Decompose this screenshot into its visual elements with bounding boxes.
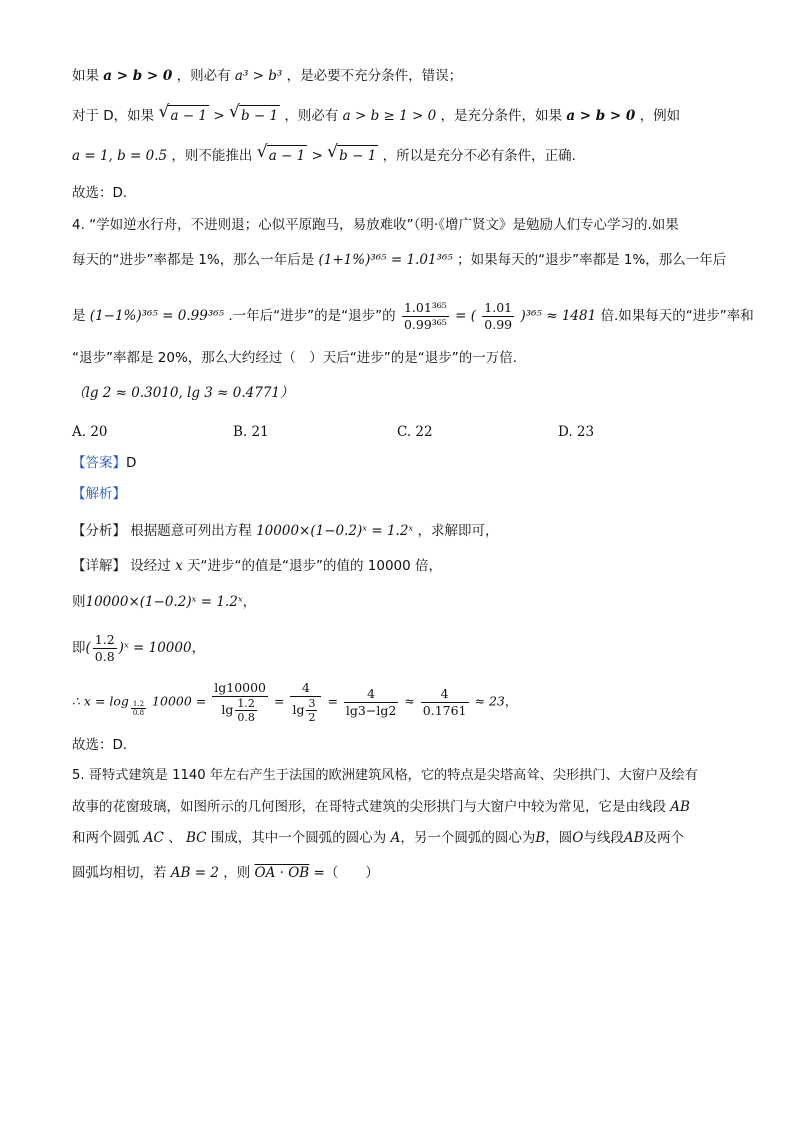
math-expr: ∴ x = log [72, 693, 129, 709]
text: 与线段 [583, 830, 624, 846]
text: .一年后“进步”的是“退步”的 [228, 308, 396, 324]
text: 和两个圆弧 [72, 830, 140, 846]
math-expr: a³ > b³ [234, 68, 283, 84]
text: 则 [72, 594, 86, 610]
math-var: O [572, 830, 584, 846]
analysis-tag: 【解析】 [72, 486, 126, 502]
radicand: b − 1 [337, 145, 378, 166]
text: ， [242, 594, 257, 610]
text: 设经过 [130, 558, 171, 574]
math-expr: )³⁶⁵ ≈ 1481 [520, 308, 597, 324]
math-var: B [535, 830, 546, 846]
text: lg [292, 702, 305, 717]
text: 5. 哥特式建筑是 1140 年左右产生于法国的欧洲建筑风格，它的特点是尖塔高耸、尖形拱门、大窗户及绘有 [72, 768, 698, 783]
math-expr: （lg 2 ≈ 0.3010, lg 3 ≈ 0.4771） [72, 385, 294, 401]
operator: > [213, 108, 225, 124]
question-4-line [72, 383, 294, 403]
text: 如果 [72, 68, 99, 84]
option-c: C. 22 [397, 424, 433, 440]
math-var: AB [623, 830, 644, 846]
denominator: 0.99 [484, 317, 513, 332]
ze-line [72, 592, 256, 612]
denominator: 0.1761 [422, 702, 467, 718]
log-base-fraction [131, 700, 146, 717]
sqrt-expr: √ a − 1 [158, 102, 208, 124]
text: ，则 [223, 865, 251, 881]
math-var: AC [143, 830, 164, 846]
text: ，则必有 [176, 68, 231, 84]
math-expr: (1+1%)³⁶⁵ = 1.01³⁶⁵ [318, 252, 453, 268]
text: 故选：D． [72, 737, 137, 753]
text-line [72, 66, 462, 86]
answer-value: D [126, 455, 137, 471]
fraction [306, 697, 317, 724]
text: ，另一个圆弧的圆心为 [400, 830, 536, 846]
text: 4. “学如逆水行舟，不进则退；心似平原跑马，易放难收”（明·《增广贤文》是勉励人们专心学习的.如果 [72, 217, 679, 233]
operator: > [311, 148, 323, 164]
question-4-line [72, 215, 679, 235]
fenxi-line [72, 521, 499, 541]
operator: = ( [455, 308, 476, 324]
text: 故事的花窗玻璃，如图所示的几何图形，在哥特式建筑的尖形拱门与大窗户中较为常见，它是由线段 [72, 799, 666, 815]
text: 每天的“进步”率都是 1%，那么一年后是 [72, 252, 315, 268]
math-expr: a > b > 0 [103, 68, 173, 84]
math-var: x [175, 558, 183, 574]
math-expr: 10000×(1−0.2)ˣ = 1.2ˣ [85, 594, 243, 610]
numerator: 1.2 [237, 697, 255, 710]
option-b: B. 21 [233, 424, 269, 440]
math-expr: 10000×(1−0.2)ˣ = 1.2ˣ [256, 523, 414, 539]
denominator: lg3−lg2 [345, 702, 397, 718]
fraction [290, 680, 321, 724]
question-4-line [72, 250, 726, 270]
denominator: 0.8 [94, 649, 115, 664]
sqrt-expr: √ a − 1 [256, 142, 306, 164]
text: ，是必要不充分条件，错误； [286, 68, 463, 84]
radicand: a − 1 [267, 145, 308, 166]
math-expr: 10000 = [152, 693, 207, 709]
question-5-line [72, 863, 379, 883]
math-var: AB [670, 799, 690, 815]
math-expr: a > b > 0 [566, 108, 636, 124]
text: ，是充分条件，如果 [440, 108, 563, 124]
text: 围成，其中一个圆弧的圆心为 [210, 830, 387, 846]
text: ，例如 [639, 108, 681, 124]
fraction [212, 680, 268, 724]
numerator: 1.2 [94, 632, 115, 647]
math-expr: )ˣ = 10000 [118, 640, 192, 656]
ji-line [72, 632, 205, 665]
text: 倍.如果每天的“进步”率和 [600, 308, 754, 324]
denominator: 0.8 [132, 708, 145, 717]
text: ，则必有 [284, 108, 339, 124]
answer-tag: 【答案】 [72, 455, 126, 471]
text: 故选：D. [72, 185, 128, 201]
numerator: lg10000 [214, 680, 267, 695]
question-5-line [72, 797, 690, 817]
calc-line [72, 680, 517, 724]
math-expr: a = 1, b = 0.5 [72, 148, 168, 164]
operator: = [327, 693, 338, 709]
answer-line [72, 453, 136, 473]
fraction [344, 686, 398, 719]
question-5-line [72, 828, 684, 848]
numerator: 1.01 [484, 300, 513, 315]
text: 即 [72, 640, 86, 656]
numerator: 1.2 [132, 699, 145, 708]
operator: = [274, 693, 285, 709]
numerator: 4 [344, 686, 398, 703]
text-line [72, 183, 127, 203]
numerator: 4 [421, 686, 469, 703]
option-a: A. 20 [72, 424, 108, 440]
fraction [482, 300, 514, 333]
sqrt-expr: √ b − 1 [228, 102, 279, 124]
text: 及两个 [643, 830, 685, 846]
radicand: b − 1 [239, 105, 280, 126]
option-d: D. 23 [558, 424, 595, 440]
numerator: 3 [308, 697, 316, 710]
text: 圆弧均相切，若 [72, 865, 167, 881]
fenxi-tag: 【分析】 [72, 523, 126, 539]
text: =（ ） [313, 865, 379, 881]
math-expr: AB = 2 [170, 865, 219, 881]
text-line [72, 102, 681, 126]
fraction [93, 632, 117, 665]
fraction [402, 300, 449, 333]
xiangjie-tag: 【详解】 [72, 558, 126, 574]
text: 对于 D，如果 [72, 108, 155, 124]
text: ， [191, 640, 206, 656]
text: 根据题意可列出方程 [130, 523, 252, 539]
text: “退步”率都是 20%，那么大约经过（ ）天后“进步”的是“退步”的一万倍. [72, 350, 518, 366]
denominator: 0.8 [237, 711, 255, 724]
denominator: 0.99³⁶⁵ [403, 317, 447, 332]
text-line [72, 142, 576, 166]
fraction [421, 686, 469, 719]
question-5-line [72, 766, 698, 786]
sqrt-expr: √ b − 1 [327, 142, 377, 164]
denominator [212, 697, 268, 724]
vector-expr: OA · OB [254, 865, 310, 881]
text: ；如果每天的“退步”率都是 1%，那么一年后 [457, 252, 727, 268]
math-var: BC [185, 830, 207, 846]
text: ，所以是充分不必有条件，正确. [382, 148, 576, 164]
xiangjie-line [72, 556, 442, 576]
text: ，则不能推出 [171, 148, 253, 164]
math-expr: ≈ 23 [474, 693, 505, 709]
text: 是 [72, 308, 86, 324]
math-expr: a > b ≥ 1 > 0 [342, 108, 437, 124]
radicand: a − 1 [168, 105, 209, 126]
text: 天“进步“的值是“退步”的值的 10000 倍， [187, 558, 443, 574]
text-line [72, 735, 136, 755]
numerator: 4 [290, 680, 321, 697]
text: lg [221, 702, 234, 717]
math-expr: (1−1%)³⁶⁵ = 0.99³⁶⁵ [89, 308, 225, 324]
numerator: 1.01³⁶⁵ [403, 300, 447, 315]
math-var: A [390, 830, 401, 846]
text: ，求解即可， [417, 523, 499, 539]
denominator [290, 697, 321, 724]
analysis-line [72, 484, 126, 504]
text: ，圆 [545, 830, 573, 846]
text: ， [504, 693, 518, 709]
text: 、 [168, 830, 182, 846]
operator: ≈ [404, 693, 415, 709]
fraction [235, 697, 257, 724]
question-4-line [72, 300, 754, 333]
denominator: 2 [308, 711, 316, 724]
question-4-line [72, 348, 517, 368]
paren: ( [85, 640, 91, 656]
